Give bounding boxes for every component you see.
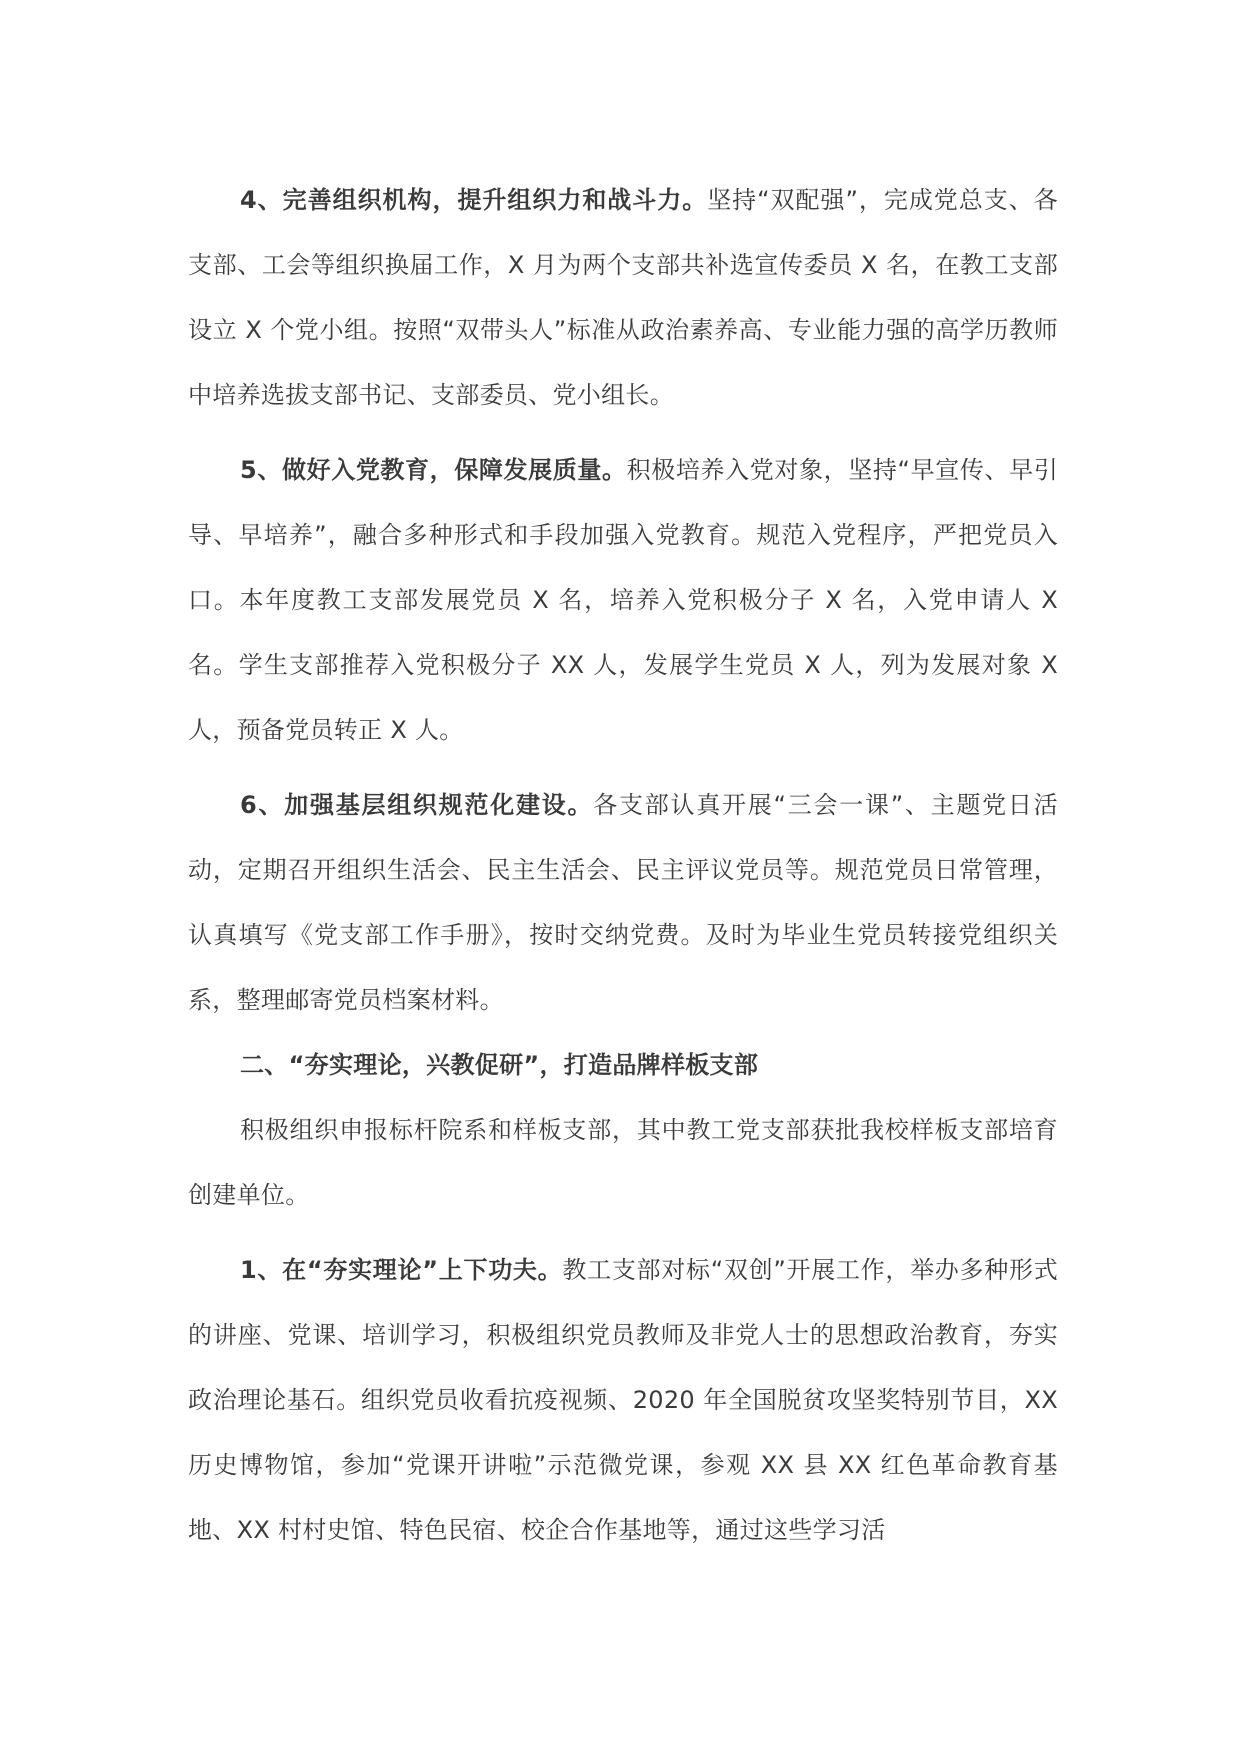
paragraph-1-lead: 1、在“夯实理论”上下功夫。 bbox=[240, 1256, 563, 1284]
section-intro: 积极组织申报标杆院系和样板支部，其中教工党支部获批我校样板支部培育创建单位。 bbox=[188, 1116, 1058, 1209]
paragraph-6 bbox=[188, 773, 1058, 1033]
paragraph-gap bbox=[188, 763, 1058, 773]
paragraph-5 bbox=[188, 438, 1058, 763]
paragraph-gap bbox=[188, 428, 1058, 438]
paragraph-4-text: 坚持“双配强”，完成党总支、各支部、工会等组织换届工作，X 月为两个支部共补选宣传委员 X 名，在教工支部设立 X 个党小组。按照“双带头人”标准从政治素养高、专业能力强的高学历教师中培养选拔支部书记、支部委员、党小组长。 bbox=[188, 186, 1058, 409]
paragraph-1 bbox=[188, 1238, 1058, 1563]
paragraph-gap bbox=[188, 1228, 1058, 1238]
paragraph-5-text: 积极培养入党对象，坚持“早宣传、早引导、早培养”，融合多种形式和手段加强入党教育。规范入党程序，严把党员入口。本年度教工支部发展党员 X 名，培养入党积极分子 X 名，入党申请人 X 名。学生支部推荐入党积极分子 XX 人，发展学生党员 X 人，列为发展对象 X 人，预备党员转正 X 人。 bbox=[188, 456, 1058, 744]
document-page bbox=[188, 168, 1058, 1563]
paragraph-4-lead: 4、完善组织机构，提升组织力和战斗力。 bbox=[240, 186, 708, 214]
paragraph-5-lead: 5、做好入党教育，保障发展质量。 bbox=[240, 456, 627, 484]
paragraph-4 bbox=[188, 168, 1058, 428]
paragraph-6-text: 各支部认真开展“三会一课”、主题党日活动，定期召开组织生活会、民主生活会、民主评议党员等。规范党员日常管理，认真填写《党支部工作手册》，按时交纳党费。及时为毕业生党员转接党组织关系，整理邮寄党员档案材料。 bbox=[188, 791, 1058, 1014]
paragraph-6-lead: 6、加强基层组织规范化建设。 bbox=[240, 791, 594, 819]
section-heading: 二、“夯实理论，兴教促研”，打造品牌样板支部 bbox=[240, 1051, 759, 1079]
paragraph-1-text: 教工支部对标“双创”开展工作，举办多种形式的讲座、党课、培训学习，积极组织党员教师及非党人士的思想政治教育，夯实政治理论基石。组织党员收看抗疫视频、2020 年全国脱贫攻坚奖特别节目，XX 历史博物馆，参加“党课开讲啦”示范微党课，参观 XX 县 XX 红色革命教育基地、XX 村村史馆、特色民宿、校企合作基地等，通过这些学习活 bbox=[188, 1256, 1058, 1544]
